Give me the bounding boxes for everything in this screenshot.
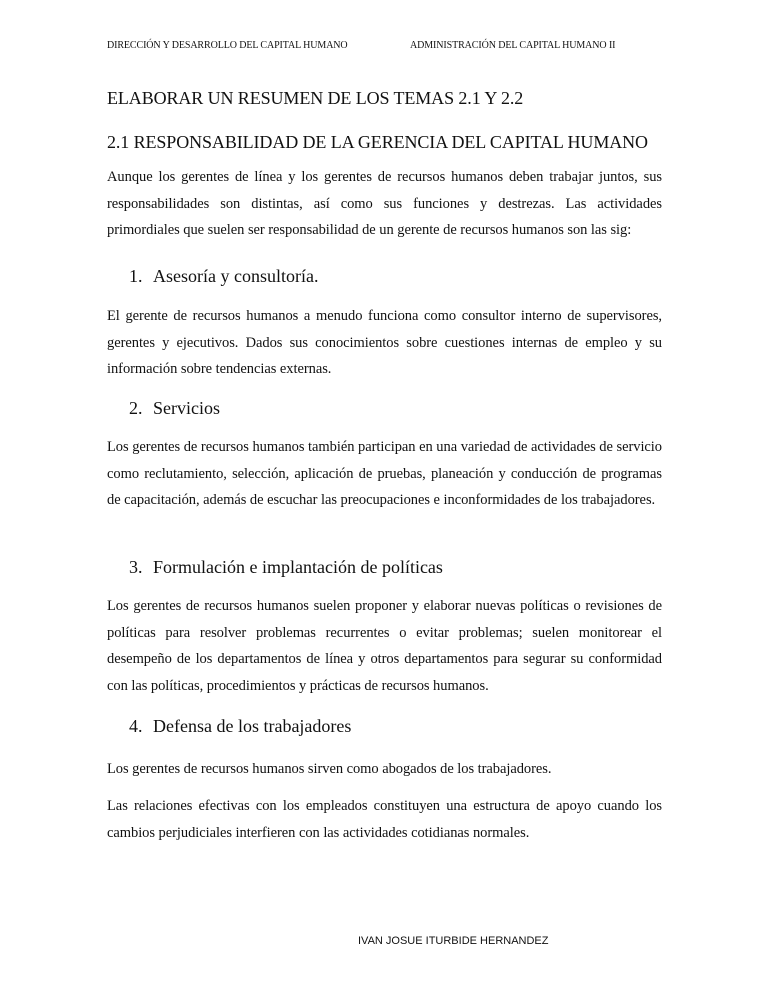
list-item-number: 2. [129, 398, 143, 418]
list-item-number: 3. [129, 557, 143, 577]
intro-paragraph: Aunque los gerentes de línea y los gerentes de recursos humanos deben trabajar juntos, sus responsabilidades son distintas, así como sus funciones y destrezas. Las actividades primordiales que suelen ser responsabilidad de un gerente de recursos humanos son las sig: [107, 169, 662, 238]
list-item-number: 1. [129, 266, 143, 286]
document-page [107, 0, 662, 994]
item-paragraph: Los gerentes de recursos humanos suelen proponer y elaborar nuevas políticas o revisiones de políticas para resolver problemas recurrentes o evitar problemas; suelen monitorear el desempeño de los departamentos de línea y otros departamentos para segurar su conformidad con las políticas, procedimientos y prácticas de recursos humanos. [107, 598, 662, 694]
section-title: 2.1 RESPONSABILIDAD DE LA GERENCIA DEL CAPITAL HUMANO [107, 132, 648, 152]
header-right-text: ADMINISTRACIÓN DEL CAPITAL HUMANO II [410, 40, 616, 51]
item-paragraph: El gerente de recursos humanos a menudo funciona como consultor interno de supervisores, gerentes y ejecutivos. Dados sus conocimientos sobre cuestiones internas de empleo y su información sobre tendencias externas. [107, 308, 662, 377]
item-paragraph: Los gerentes de recursos humanos sirven como abogados de los trabajadores. [107, 761, 552, 777]
list-item-title: Defensa de los trabajadores [153, 716, 352, 736]
list-item-heading [129, 557, 443, 578]
item-paragraph: Los gerentes de recursos humanos también participan en una variedad de actividades de servicio como reclutamiento, selección, aplicación de pruebas, planeación y conducción de programas de capacitación, además de escuchar las preocupaciones e inconformidades de los trabajadores. [107, 439, 662, 508]
list-item-heading [129, 266, 318, 287]
list-item-heading [129, 398, 220, 419]
list-item-title: Formulación e implantación de políticas [153, 557, 443, 577]
list-item-number: 4. [129, 716, 143, 736]
list-item-heading [129, 716, 351, 737]
header-left-text: DIRECCIÓN Y DESARROLLO DEL CAPITAL HUMANO [107, 40, 348, 51]
list-item-title: Asesoría y consultoría. [153, 266, 319, 286]
item-paragraph: Las relaciones efectivas con los empleados constituyen una estructura de apoyo cuando los cambios perjudiciales interfieren con las actividades cotidianas normales. [107, 798, 662, 841]
page-footer: IVAN JOSUE ITURBIDE HERNANDEZ [358, 935, 549, 947]
main-title: ELABORAR UN RESUMEN DE LOS TEMAS 2.1 Y 2.2 [107, 88, 524, 108]
list-item-title: Servicios [153, 398, 220, 418]
